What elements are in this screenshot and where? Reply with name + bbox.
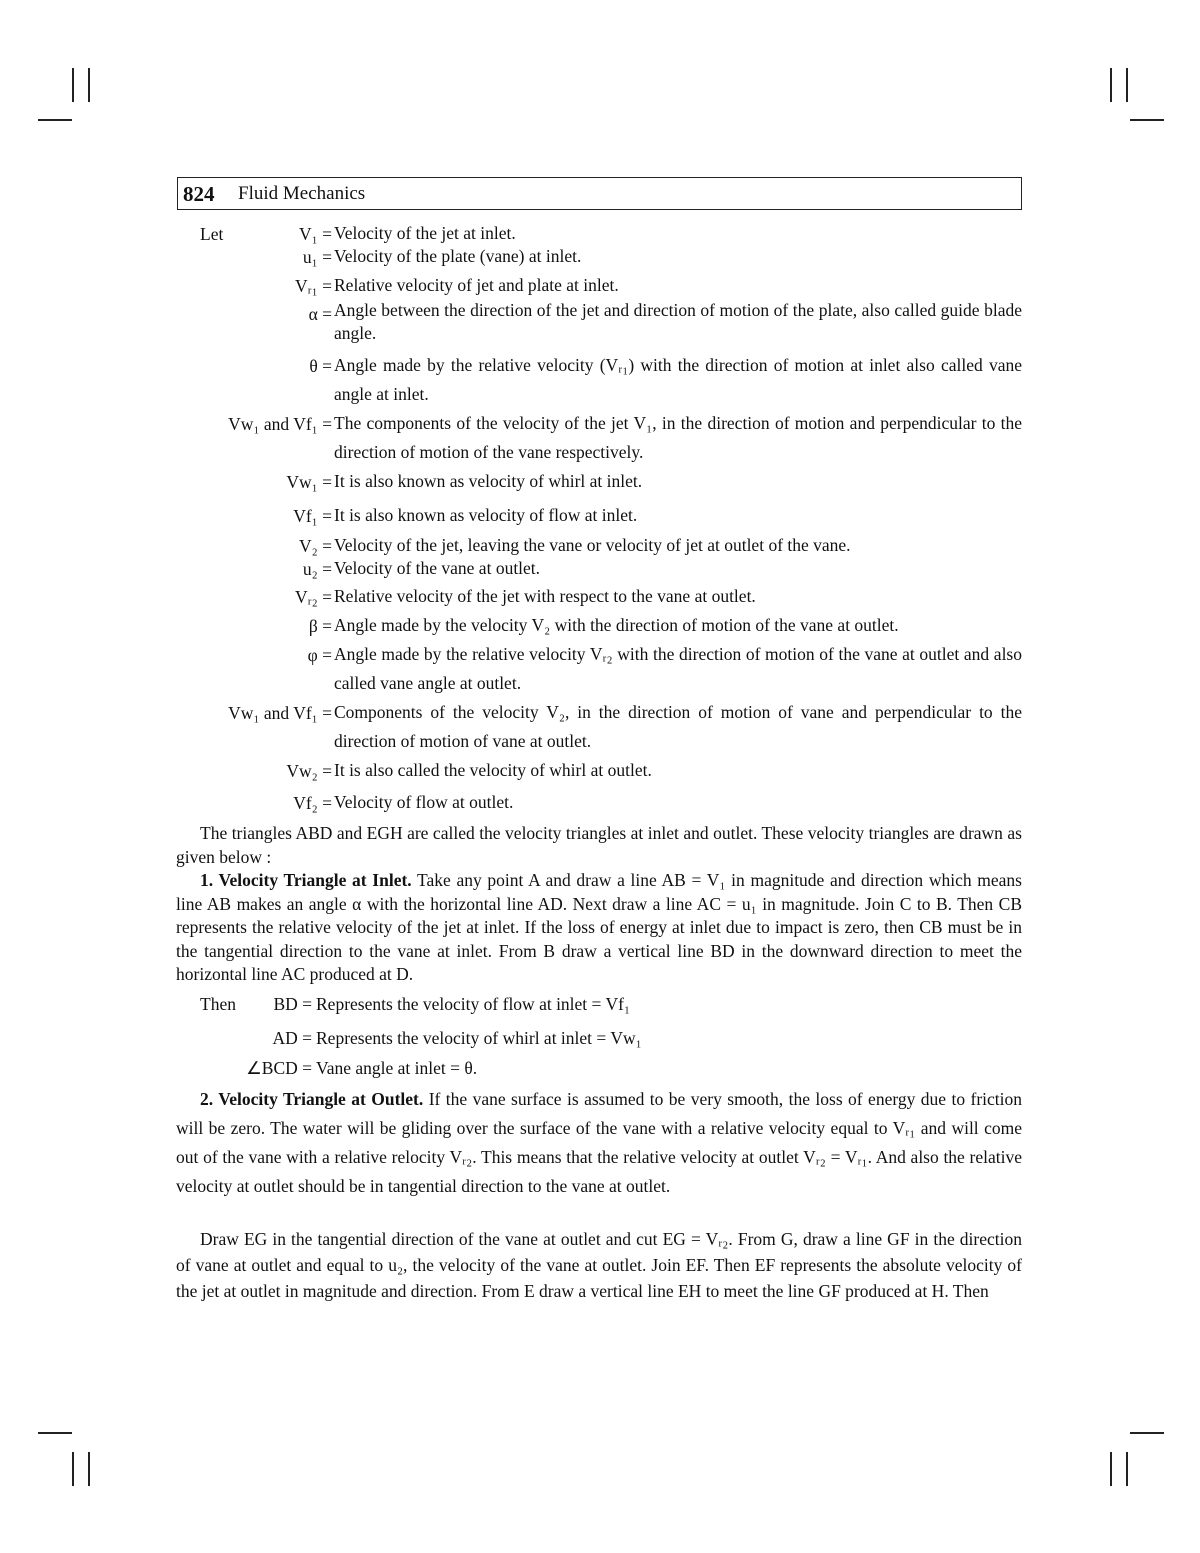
- def-symbol: Vᵣ₂ =: [295, 587, 332, 607]
- running-header: [177, 177, 1022, 210]
- crop-mark-tr-v2: [1126, 68, 1128, 102]
- def-symbol: u₂ =: [302, 559, 332, 579]
- crop-mark-tr-h: [1130, 119, 1164, 121]
- def-text: Relative velocity of the jet with respect to the vane at outlet.: [334, 586, 756, 606]
- def-symbol: Vw₂ =: [286, 761, 332, 781]
- def-text: It is also known as velocity of flow at inlet.: [334, 505, 638, 525]
- then-label: Then: [200, 994, 236, 1014]
- crop-mark-bl-v2: [88, 1452, 90, 1486]
- def-symbol: Vf₁ =: [293, 506, 332, 526]
- crop-mark-br-v2: [1126, 1452, 1128, 1486]
- then-rhs: Represents the velocity of flow at inlet = Vf₁: [316, 994, 631, 1014]
- then-lhs: ∠BCD =: [246, 1058, 312, 1078]
- def-symbol: α =: [308, 304, 332, 324]
- def-text: It is also known as velocity of whirl at inlet.: [334, 471, 643, 491]
- def-text: Velocity of the jet, leaving the vane or velocity of jet at outlet of the vane.: [334, 535, 851, 555]
- section-2-heading: 2. Velocity Triangle at Outlet.: [200, 1089, 424, 1109]
- intro-text: The triangles ABD and EGH are called the velocity triangles at inlet and outlet. These velocity triangles are drawn as given below :: [176, 823, 1022, 867]
- then-rhs: Vane angle at inlet = θ.: [316, 1058, 478, 1078]
- page-number: 824: [183, 182, 215, 206]
- def-symbol: V₁ =: [299, 224, 332, 244]
- section-2-text: If the vane surface is assumed to be very smooth, the loss of energy due to friction will be zero. The water will be gliding over the surface of the vane with a relative velocity equal to Vᵣ₁ and will come out of the vane with a relative relocity Vᵣ₂. This means that the relative velocity at outlet Vᵣ₂ = Vᵣ₁. And also the relative velocity at outlet should be in tangential direction to the vane at outlet.: [176, 1089, 1023, 1196]
- def-text: Components of the velocity V₂, in the direction of motion of vane and perpendicular to the direction of motion of vane at outlet.: [334, 702, 1022, 751]
- def-symbol: θ =: [309, 356, 332, 376]
- closing-paragraph: [176, 1226, 1022, 1304]
- intro-paragraph: [176, 822, 1022, 869]
- def-text: Angle made by the velocity V₂ with the direction of motion of the vane at outlet.: [334, 615, 899, 635]
- section-1-heading: 1. Velocity Triangle at Inlet.: [200, 870, 412, 890]
- def-text: Velocity of the jet at inlet.: [334, 223, 516, 243]
- section-1-paragraph: [176, 869, 1022, 987]
- crop-mark-tl-v2: [88, 68, 90, 102]
- book-title: Fluid Mechanics: [238, 183, 366, 204]
- let-label: Let: [200, 224, 224, 244]
- crop-mark-tl-h: [38, 119, 72, 121]
- def-text: Velocity of the plate (vane) at inlet.: [334, 246, 582, 266]
- def-symbol: Vw₁ and Vf₁ =: [228, 703, 332, 723]
- crop-mark-bl-h: [38, 1432, 72, 1434]
- def-text: Velocity of the vane at outlet.: [334, 558, 541, 578]
- then-lhs: AD =: [272, 1028, 312, 1048]
- crop-mark-bl-v1: [72, 1452, 74, 1486]
- closing-text: Draw EG in the tangential direction of the vane at outlet and cut EG = Vᵣ₂. From G, draw a line GF in the direction of vane at outlet and equal to u₂, the velocity of the vane at outlet. Join EF. Then EF represents the absolute velocity of the jet at outlet in magnitude and direction. From E draw a vertical line EH to meet the line GF produced at H. Then: [176, 1229, 1022, 1301]
- def-symbol: Vf₂ =: [293, 793, 332, 813]
- def-symbol: Vᵣ₁ =: [295, 276, 332, 296]
- def-symbol: β =: [308, 616, 332, 636]
- def-text: Relative velocity of jet and plate at inlet.: [334, 275, 619, 295]
- crop-mark-br-v1: [1110, 1452, 1112, 1486]
- then-lhs: BD =: [273, 994, 312, 1014]
- def-symbol: Vw₁ =: [286, 472, 332, 492]
- then-rhs: Represents the velocity of whirl at inlet = Vw₁: [316, 1028, 642, 1048]
- crop-mark-tr-v1: [1110, 68, 1112, 102]
- def-symbol: Vw₁ and Vf₁ =: [228, 414, 332, 434]
- def-symbol: φ =: [307, 645, 332, 665]
- def-text: Velocity of flow at outlet.: [334, 792, 514, 812]
- def-symbol: V₂ =: [299, 536, 332, 556]
- def-text: The components of the velocity of the jet V₁, in the direction of motion and perpendicular to the direction of motion of the vane respectively.: [334, 413, 1022, 462]
- section-1-text: Take any point A and draw a line AB = V₁ in magnitude and direction which means line AB makes an angle α with the horizontal line AD. Next draw a line AC = u₁ in magnitude. Join C to B. Then CB represents the relative velocity of the jet at inlet. If the loss of energy at inlet due to impact is zero, then CB must be in the tangential direction to the vane at inlet. From B draw a vertical line BD in the downward direction to meet the horizontal line AC produced at D.: [176, 870, 1022, 984]
- def-symbol: u₁ =: [302, 247, 332, 267]
- section-2-paragraph: [176, 1085, 1022, 1201]
- crop-mark-tl-v1: [72, 68, 74, 102]
- def-text: Angle made by the relative velocity (Vᵣ₁) with the direction of motion at inlet also called vane angle at inlet.: [334, 355, 1022, 404]
- def-text: It is also called the velocity of whirl at outlet.: [334, 760, 652, 780]
- crop-mark-br-h: [1130, 1432, 1164, 1434]
- def-text: Angle made by the relative velocity Vᵣ₂ with the direction of motion of the vane at outlet and also called vane angle at outlet.: [334, 644, 1022, 693]
- def-text: Angle between the direction of the jet and direction of motion of the plate, also called guide blade angle.: [334, 300, 1022, 343]
